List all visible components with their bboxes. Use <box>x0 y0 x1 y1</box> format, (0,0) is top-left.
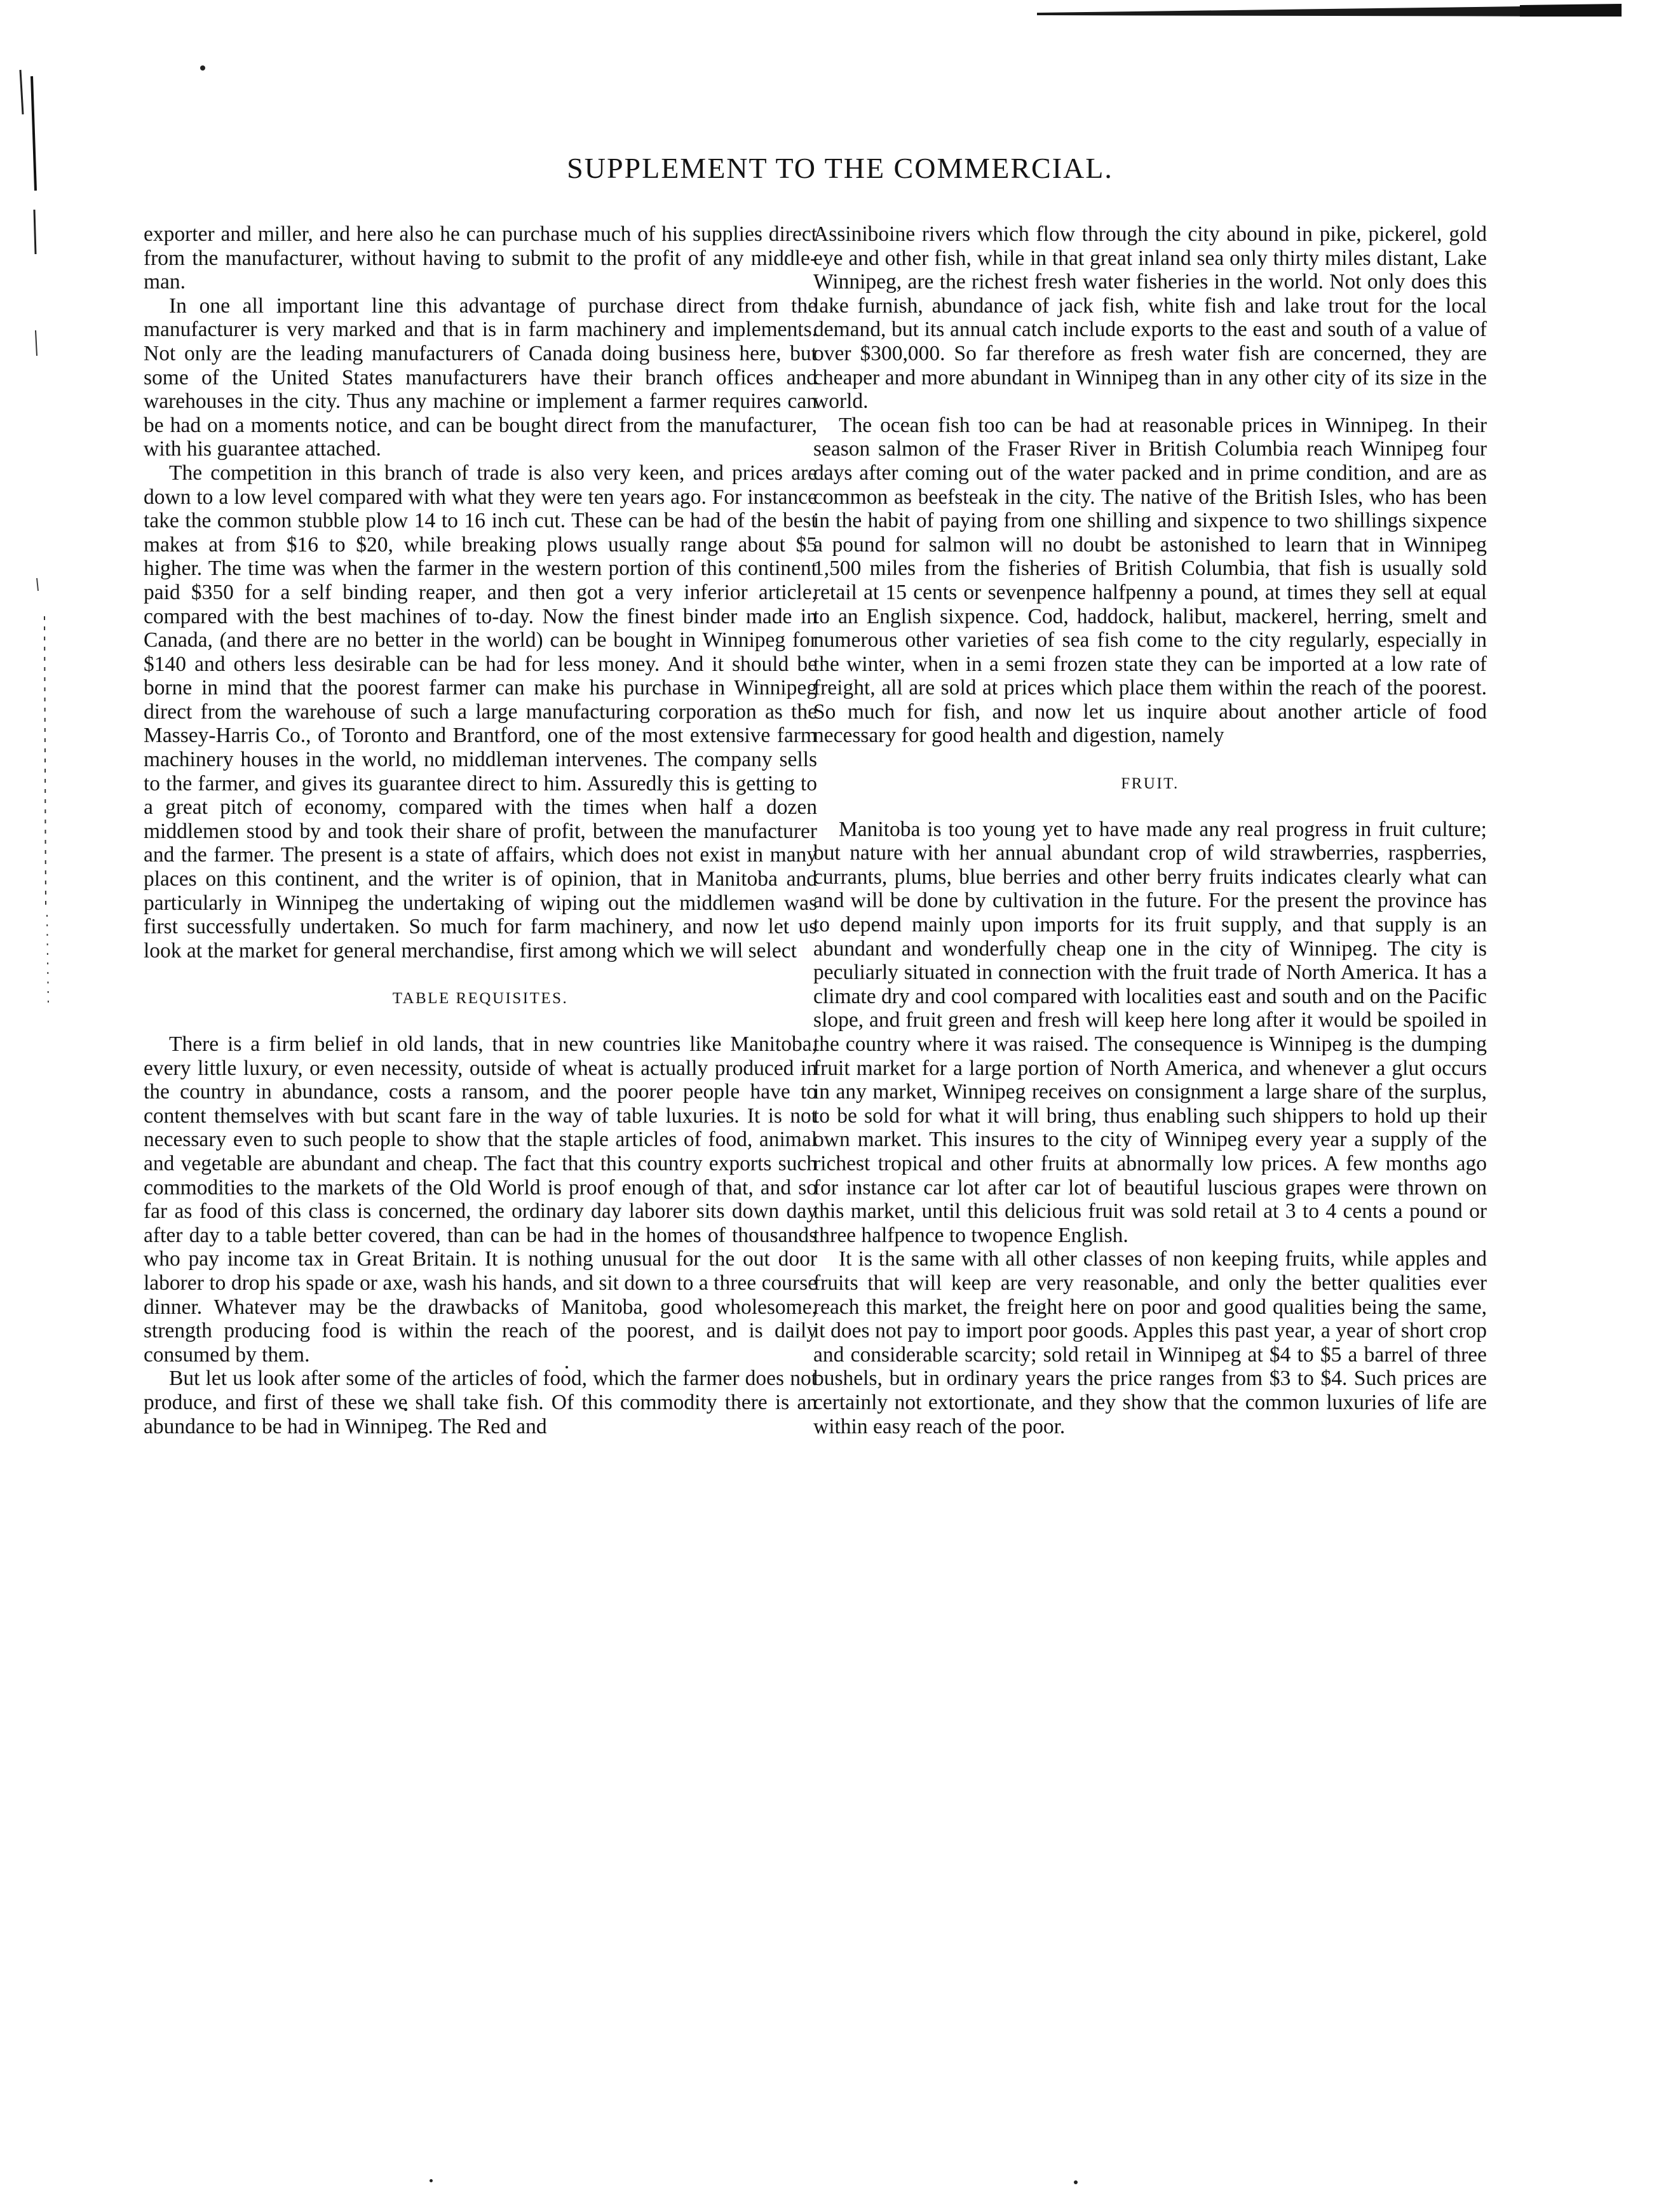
paragraph: But let us look after some of the articles of food, which the farmer does not produce, and first of these we shall take fish. Of this commodity there is an abundance to be had in Winnipeg. The Red and <box>144 1367 817 1438</box>
ink-speck <box>430 2179 433 2182</box>
page-header: SUPPLEMENT TO THE COMMERCIAL. <box>567 152 1113 184</box>
paragraph: There is a firm belief in old lands, that in new countries like Manitoba, every little luxury, or even necessity, outside of wheat is actually produced in the country in abundance, costs a ransom, and the poorer people have to content themselves with but scant fare in the way of table luxuries. It is not necessary even to such people to show that the staple articles of food, animal and vegetable are abundant and cheap. The fact that this country exports such commodities to the markets of the Old World is proof enough of that, and so far as food of this class is concerned, the ordinary day laborer sits down day after day to a table better covered, than can be had in the homes of thousands who pay income tax in Great Britain. It is nothing unusual for the out door laborer to drop his spade or axe, wash his hands, and sit down to a three course dinner. Whatever may be the drawbacks of Manitoba, good wholesome, strength producing food is within the reach of the poorest, and is daily consumed by them. <box>144 1032 817 1367</box>
paragraph: Assiniboine rivers which flow through the city abound in pike, pickerel, gold eye and other fish, while in that great inland sea only thirty miles distant, Lake Winnipeg, are the richest fresh water fisheries in the world. Not only does this lake furnish, abundance of jack fish, white fish and lake trout for the local demand, but its annual catch include exports to the east and south of a value of over $300,000. So far therefore as fresh water fish are concerned, they are cheaper and more abundant in Winnipeg than in any other city of its size in the world. <box>813 222 1487 414</box>
ink-speck <box>200 65 205 71</box>
ink-speck <box>1074 2180 1078 2184</box>
paragraph: In one all important line this advantage of purchase direct from the manufacturer is very marked and that is in farm machinery and implements. Not only are the leading manufacturers of Canada doing business here, but some of the United States manufacturers have their branch offices and warehouses in the city. Thus any machine or implement a farmer requires can be had on a moments notice, and can be bought direct from the manufacturer, with his guarantee attached. <box>144 294 817 461</box>
binding-margin-marks <box>6 57 83 1201</box>
paragraph: The ocean fish too can be had at reasonable prices in Winnipeg. In their season salmon of the Fraser River in British Columbia reach Winnipeg four days after coming out of the water packed and in prime condition, and are as common as beefsteak in the city. The native of the British Isles, who has been in the habit of paying from one shilling and sixpence to two shillings sixpence a pound for salmon will no doubt be astonished to learn that in Winnipeg 1,500 miles from the fisheries of British Columbia, that fish is usually sold retail at 15 cents or sevenpence halfpenny a pound, at times they sell at equal to an English sixpence. Cod, haddock, halibut, mackerel, herring, smelt and numerous other varieties of sea fish come to the city regularly, especially in the winter, when in a semi frozen state they can be imported at a low rate of freight, all are sold at prices which place them within the reach of the poorest. So much for fish, and now let us inquire about another article of food necessary for good health and digestion, namely <box>813 413 1487 748</box>
paragraph: The competition in this branch of trade is also very keen, and prices are down to a low level compared with what they were ten years ago. For instance take the common stubble plow 14 to 16 inch cut. These can be had of the best makes at from $16 to $20, while breaking plows usually range about $5 higher. The time was when the farmer in the western portion of this continent paid $350 for a self binding reaper, and then got a very inferior article, compared with the best machines of to-day. Now the finest binder made in Canada, (and there are no better in the world) can be bought in Winnipeg for $140 and others less desirable can be had for less money. And it should be borne in mind that the poorest farmer can make his purchase in Winnipeg direct from the warehouse of such a large manufacturing corporation as the Massey-Harris Co., of Toronto and Brantford, one of the most extensive farm machinery houses in the world, no middleman intervenes. The company sells to the farmer, and gives its guarantee direct to him. Assuredly this is getting to a great pitch of economy, compared with the times when half a dozen middlemen stood by and took their share of profit, between the manufacturer and the farmer. The present is a state of affairs, which does not exist in many places on this continent, and the writer is of opinion, that in Manitoba and particularly in Winnipeg the undertaking of wiping out the middlemen was first successfully undertaken. So much for farm machinery, and now let us look at the market for general merchandise, first among which we will select <box>144 461 817 963</box>
paragraph: It is the same with all other classes of non keeping fruits, while apples and fruits that will keep are very reasonable, and only the better qualities ever reach this market, the freight here on poor and good qualities being the same, it does not pay to import poor goods. Apples this past year, a year of short crop and considerable scarcity; sold retail in Winnipeg at $4 to $5 a barrel of three bushels, but in ordinary years the price ranges from $3 to $4. Such prices are certainly not extortionate, and they show that the common luxuries of life are within easy reach of the poor. <box>813 1247 1487 1438</box>
left-column <box>144 222 817 1438</box>
section-heading: TABLE REQUISITES. <box>392 990 569 1008</box>
paragraph: exporter and miller, and here also he can purchase much of his supplies direct from the manufacturer, without having to submit to the profit of any middle-man. <box>144 222 817 294</box>
section-heading: FRUIT. <box>1121 775 1179 793</box>
right-column <box>813 222 1487 1438</box>
paragraph: Manitoba is too young yet to have made any real progress in fruit culture; but nature with her annual abundant crop of wild strawberries, raspberries, currants, plums, blue berries and other berry fruits indicates clearly what can and will be done by cultivation in the future. For the present the province has to depend mainly upon imports for its fruit supply, and that supply is an abundant and wonderfully cheap one in the city of Winnipeg. The city is peculiarly situated in connection with the fruit trade of North America. It has a climate dry and cool compared with localities east and south and on the Pacific slope, and fruit green and fresh will keep here long after it would be spoiled in the country where it was raised. The consequence is Winnipeg is the dumping fruit market for a large portion of North America, and whenever a glut occurs in any market, Winnipeg receives on consignment a large share of the surplus, to be sold for what it will bring, thus enabling such shippers to hold up their own market. This insures to the city of Winnipeg every year a supply of the richest tropical and other fruits at abnormally low prices. A few months ago for instance car lot after car lot of beautiful luscious grapes were thrown on this market, until this delicious fruit was sold retail at 3 to 4 cents a pound or three halfpence to twopence English. <box>813 817 1487 1247</box>
top-edge-rule <box>1037 4 1622 17</box>
